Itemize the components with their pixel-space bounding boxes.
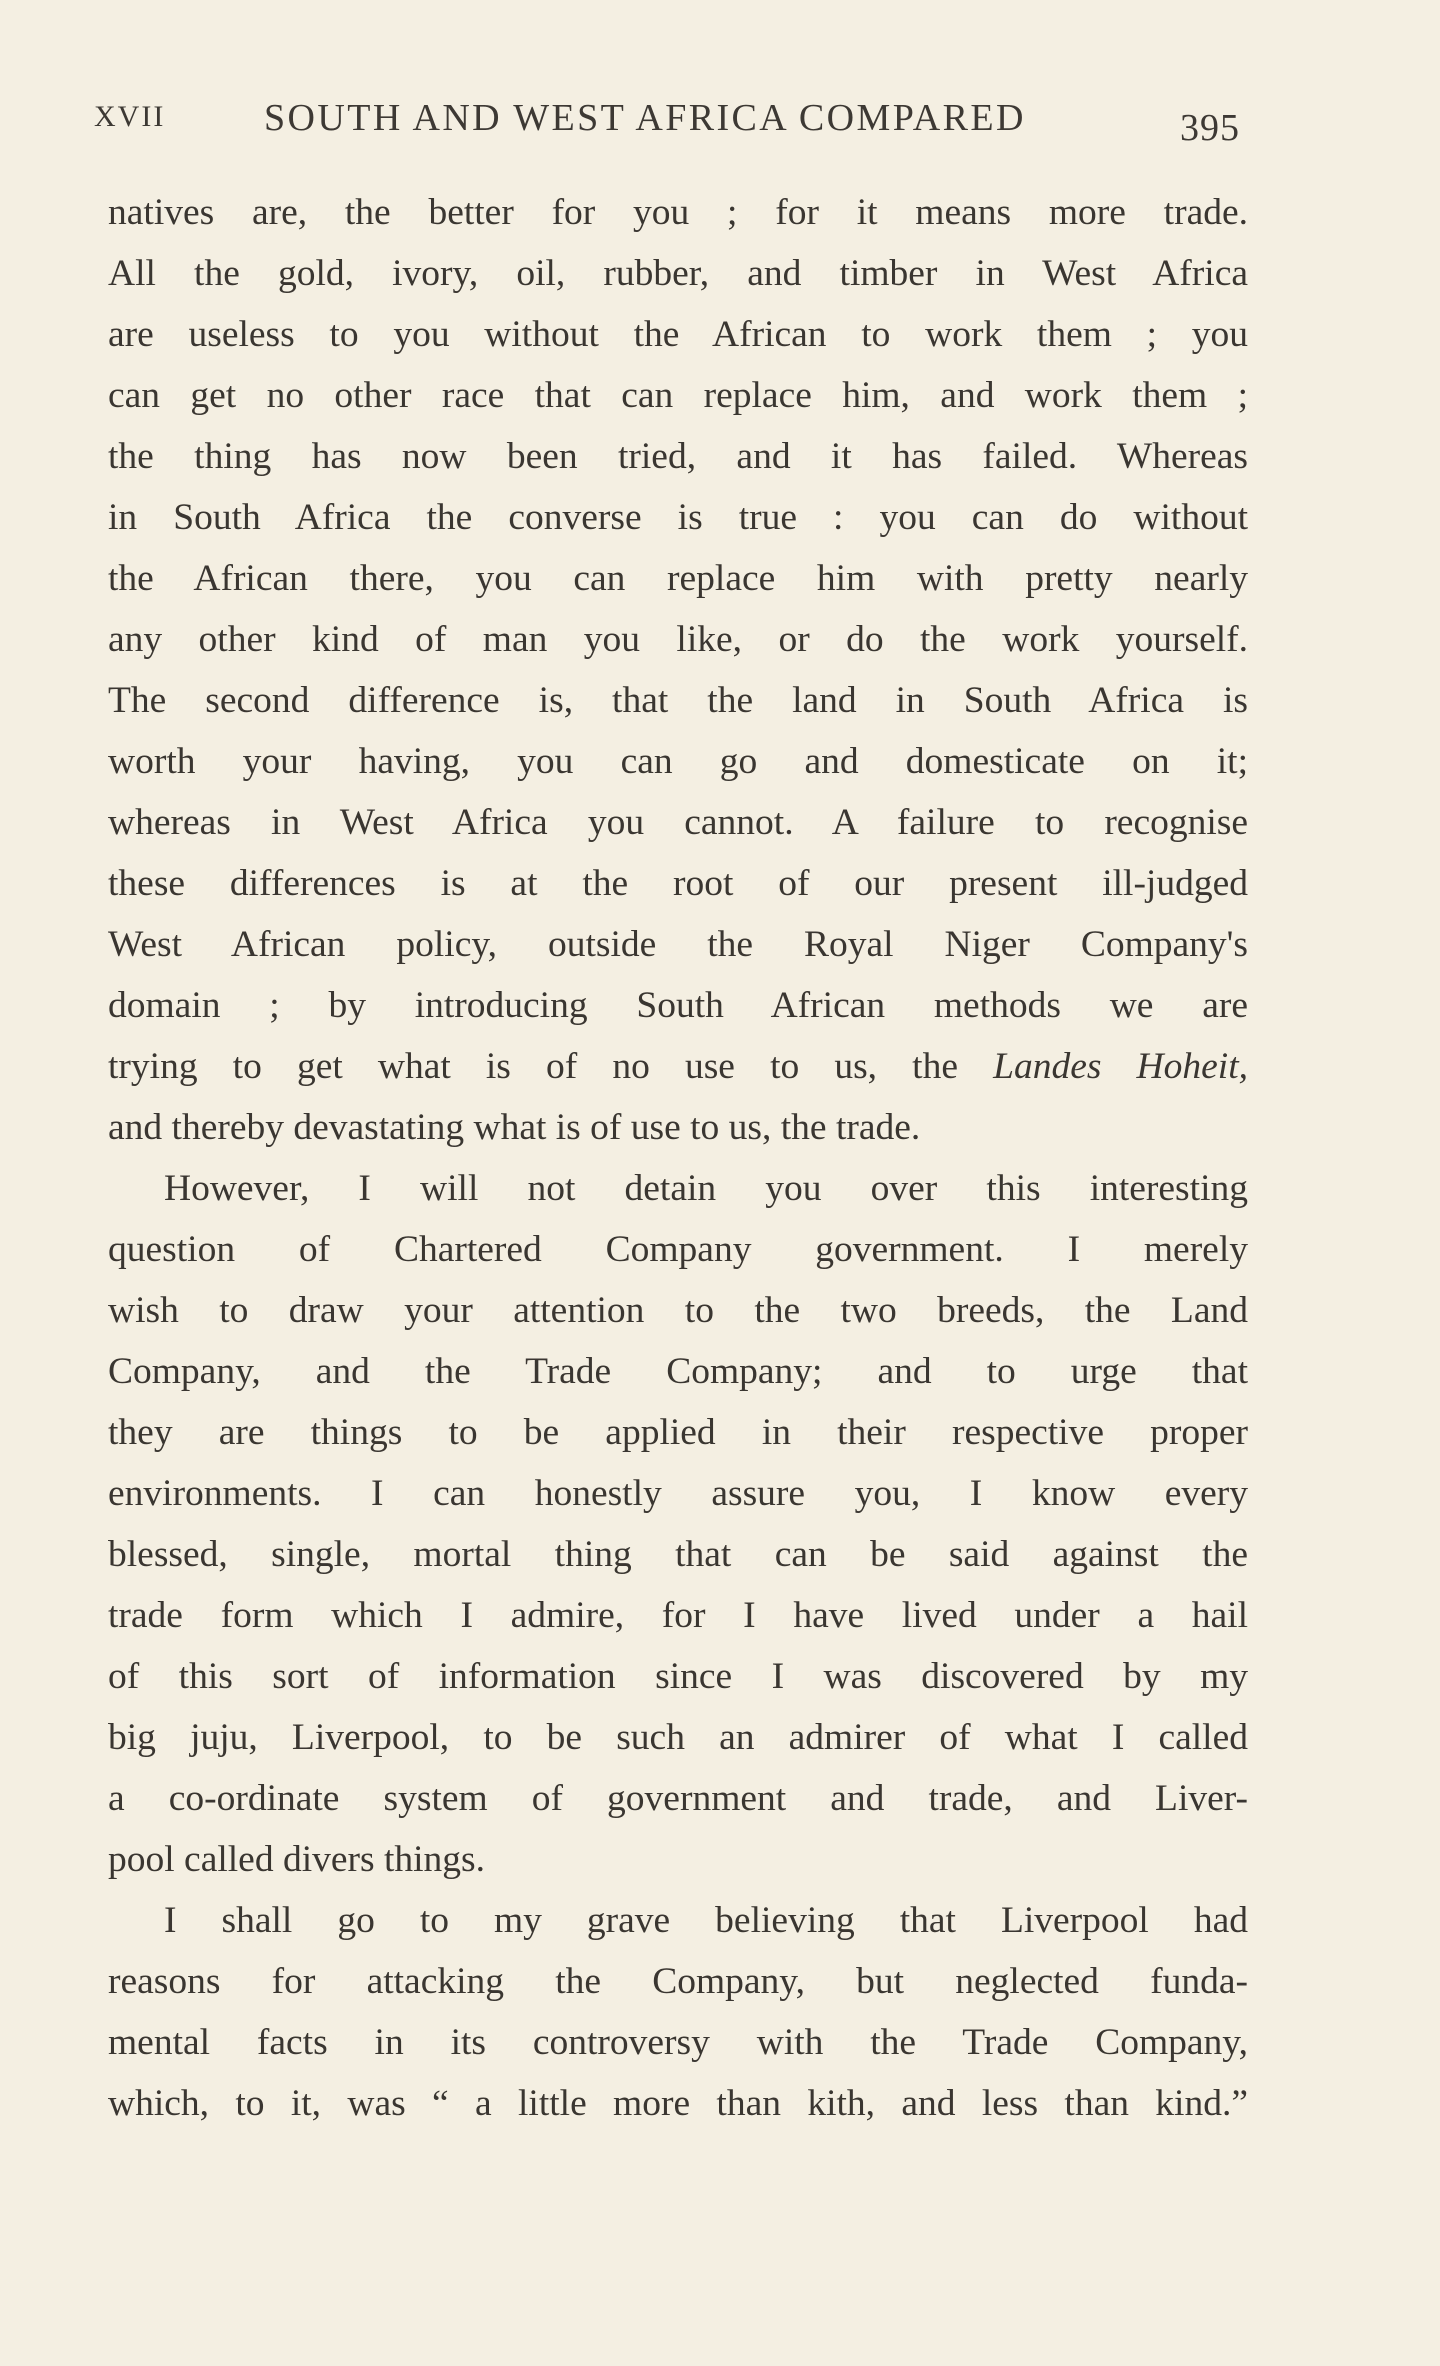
text-line-italic-phrase (108, 1036, 1248, 1097)
text-line: question of Chartered Company government. I merely (108, 1229, 1248, 1270)
text-line: which, to it, was “ a little more than kith, and less than kind.” (108, 2083, 1248, 2124)
text-line: environments. I can honestly assure you, I know every (108, 1473, 1248, 1514)
text-line: worth your having, you can go and domesticate on it; (108, 741, 1248, 782)
paragraph-first-line: However, I will not detain you over this interesting (164, 1168, 1248, 1209)
text-line: they are things to be applied in their respective proper (108, 1412, 1248, 1453)
text-line: these differences is at the root of our present ill-judged (108, 863, 1248, 904)
text-line: of this sort of information since I was discovered by my (108, 1656, 1248, 1697)
chapter-number: XVII (94, 100, 166, 133)
page-number: 395 (1180, 107, 1240, 149)
text-line: Company, and the Trade Company; and to urge that (108, 1351, 1248, 1392)
text-line: blessed, single, mortal thing that can be said against the (108, 1534, 1248, 1575)
text-line: trade form which I admire, for I have lived under a hail (108, 1595, 1248, 1636)
text-line: reasons for attacking the Company, but neglected funda- (108, 1961, 1248, 2002)
text-line: domain ; by introducing South African methods we are (108, 985, 1248, 1026)
running-title: SOUTH AND WEST AFRICA COMPARED (264, 97, 1026, 139)
text-line: All the gold, ivory, oil, rubber, and timber in West Africa (108, 253, 1248, 294)
italic-phrase: Landes Hoheit, (993, 1046, 1248, 1087)
text-line: any other kind of man you like, or do the work yourself. (108, 619, 1248, 660)
text-line: in South Africa the converse is true : you can do without (108, 497, 1248, 538)
text-segment: trying to get what is of no use to us, the (108, 1046, 994, 1087)
paragraph-first-line: I shall go to my grave believing that Liverpool had (164, 1900, 1248, 1941)
text-line: are useless to you without the African to work them ; you (108, 314, 1248, 355)
text-line: can get no other race that can replace him, and work them ; (108, 375, 1248, 416)
text-line: a co-ordinate system of government and trade, and Liver- (108, 1778, 1248, 1819)
body-text (108, 182, 1248, 2134)
text-line: West African policy, outside the Royal Niger Company's (108, 924, 1248, 965)
text-line: natives are, the better for you ; for it means more trade. (108, 192, 1248, 233)
text-line: the African there, you can replace him with pretty nearly (108, 558, 1248, 599)
running-head (94, 96, 1240, 152)
text-line: whereas in West Africa you cannot. A failure to recognise (108, 802, 1248, 843)
text-line: mental facts in its controversy with the Trade Company, (108, 2022, 1248, 2063)
text-line: wish to draw your attention to the two breeds, the Land (108, 1290, 1248, 1331)
paragraph-last-line: and thereby devastating what is of use to us, the trade. (108, 1107, 921, 1148)
paragraph-last-line: pool called divers things. (108, 1839, 486, 1880)
text-line: The second difference is, that the land in South Africa is (108, 680, 1248, 721)
text-line: big juju, Liverpool, to be such an admirer of what I called (108, 1717, 1248, 1758)
text-line: the thing has now been tried, and it has failed. Whereas (108, 436, 1248, 477)
